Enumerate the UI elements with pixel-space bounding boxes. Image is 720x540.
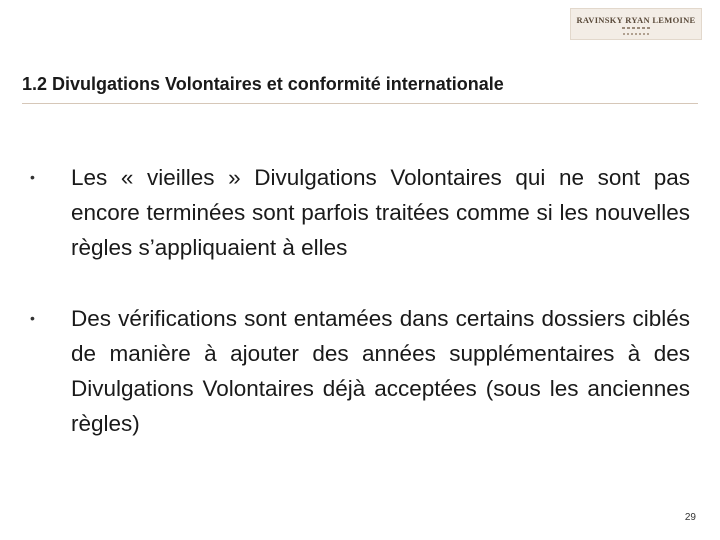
- bullet-list: [30, 160, 690, 477]
- page-number: 29: [684, 512, 696, 523]
- title-divider: [22, 103, 698, 104]
- bullet-item: [30, 301, 690, 441]
- logo-tagline-secondary: [571, 33, 701, 36]
- company-logo: [570, 8, 702, 40]
- slide-title: 1.2 Divulgations Volontaires et conformité internationale: [22, 74, 504, 94]
- logo-tagline: [571, 27, 701, 31]
- bullet-text: Les « vieilles » Divulgations Volontaires qui ne sont pas encore terminées sont parfois traitées comme si les nouvelles règles s’appliquaient à elles: [71, 165, 690, 260]
- bullet-text: Des vérifications sont entamées dans certains dossiers ciblés de manière à ajouter des années supplémentaires à des Divulgations Volontaires déjà acceptées (sous les anciennes règles): [71, 306, 690, 436]
- bullet-dot-icon: •: [30, 169, 35, 185]
- logo-text: RAVINSKY RYAN LEMOINE: [576, 15, 696, 25]
- bullet-item: [30, 160, 690, 265]
- bullet-dot-icon: •: [30, 310, 35, 326]
